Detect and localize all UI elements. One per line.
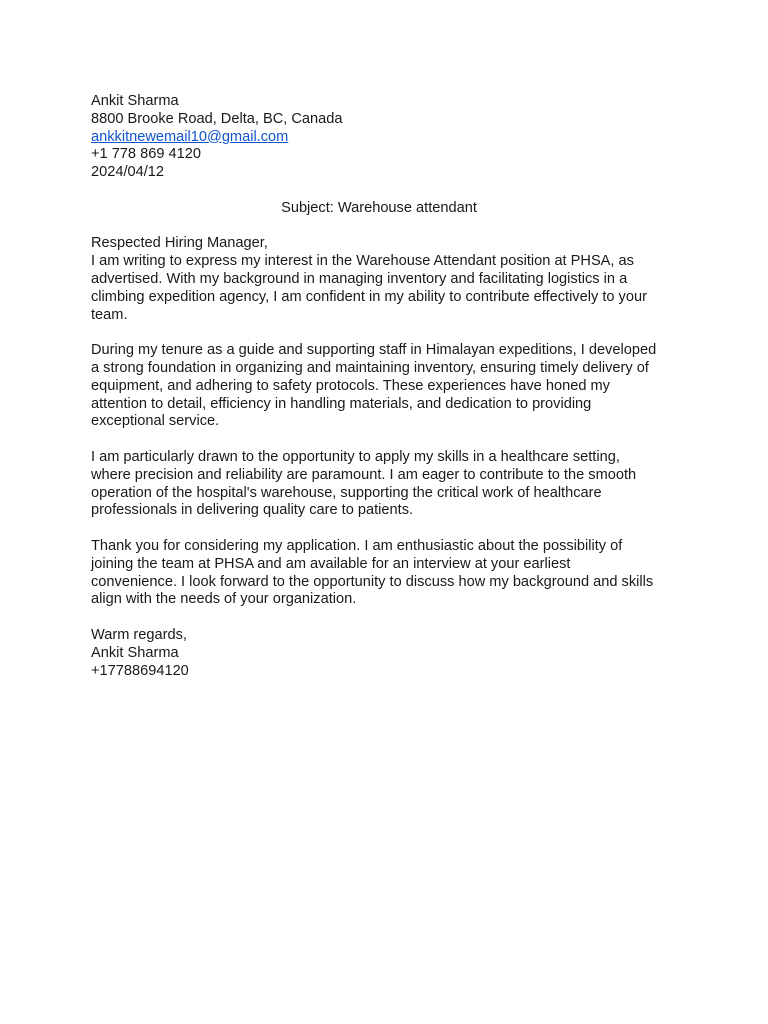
paragraph-line: joining the team at PHSA and am available for an interview at your earliest xyxy=(91,555,571,572)
paragraph-line: convenience. I look forward to the opportunity to discuss how my background and skills xyxy=(91,573,654,590)
body-paragraph-1 xyxy=(91,253,691,324)
body-paragraph-2 xyxy=(91,342,691,431)
letter xyxy=(91,93,691,680)
body-paragraph-3 xyxy=(91,449,691,520)
paragraph-line: professionals in delivering quality care to patients. xyxy=(91,502,414,519)
closing-phone: +17788694120 xyxy=(91,662,189,679)
paragraph-line: exceptional service. xyxy=(91,413,220,430)
greeting: Respected Hiring Manager, xyxy=(91,235,268,252)
sender-block xyxy=(91,93,691,182)
paragraph-line: advertised. With my background in managing inventory and facilitating logistics in a xyxy=(91,270,628,287)
body-paragraph-4 xyxy=(91,538,691,609)
paragraph-line: During my tenure as a guide and supporting staff in Himalayan expeditions, I developed xyxy=(91,342,657,359)
paragraph-line: align with the needs of your organization. xyxy=(91,591,357,608)
sender-email-link[interactable]: ankkitnewemail10@gmail.com xyxy=(91,128,289,145)
paragraph-line: Thank you for considering my application. I am enthusiastic about the possibility of xyxy=(91,537,623,554)
paragraph-line: team. xyxy=(91,306,128,323)
letter-date: 2024/04/12 xyxy=(91,164,165,181)
paragraph-line: I am particularly drawn to the opportunity to apply my skills in a healthcare setting, xyxy=(91,448,620,465)
sender-phone: +1 778 869 4120 xyxy=(91,146,201,163)
paragraph-line: climbing expedition agency, I am confident in my ability to contribute effectively to your xyxy=(91,288,647,305)
paragraph-line: I am writing to express my interest in the Warehouse Attendant position at PHSA, as xyxy=(91,253,634,270)
sender-email-line xyxy=(91,129,691,147)
paragraph-line: where precision and reliability are paramount. I am eager to contribute to the smooth xyxy=(91,466,637,483)
sender-name: Ankit Sharma xyxy=(91,93,179,109)
closing-name: Ankit Sharma xyxy=(91,644,179,661)
paragraph-line: a strong foundation in organizing and maintaining inventory, ensuring timely delivery of xyxy=(91,359,649,376)
letter-subject: Subject: Warehouse attendant xyxy=(281,199,477,216)
paragraph-line: operation of the hospital's warehouse, supporting the critical work of healthcare xyxy=(91,484,602,501)
paragraph-line: equipment, and adhering to safety protocols. These experiences have honed my xyxy=(91,377,610,394)
closing-block xyxy=(91,627,691,680)
paragraph-line: attention to detail, efficiency in handling materials, and dedication to providing xyxy=(91,395,592,412)
closing-salutation: Warm regards, xyxy=(91,626,187,643)
sender-address: 8800 Brooke Road, Delta, BC, Canada xyxy=(91,110,343,127)
